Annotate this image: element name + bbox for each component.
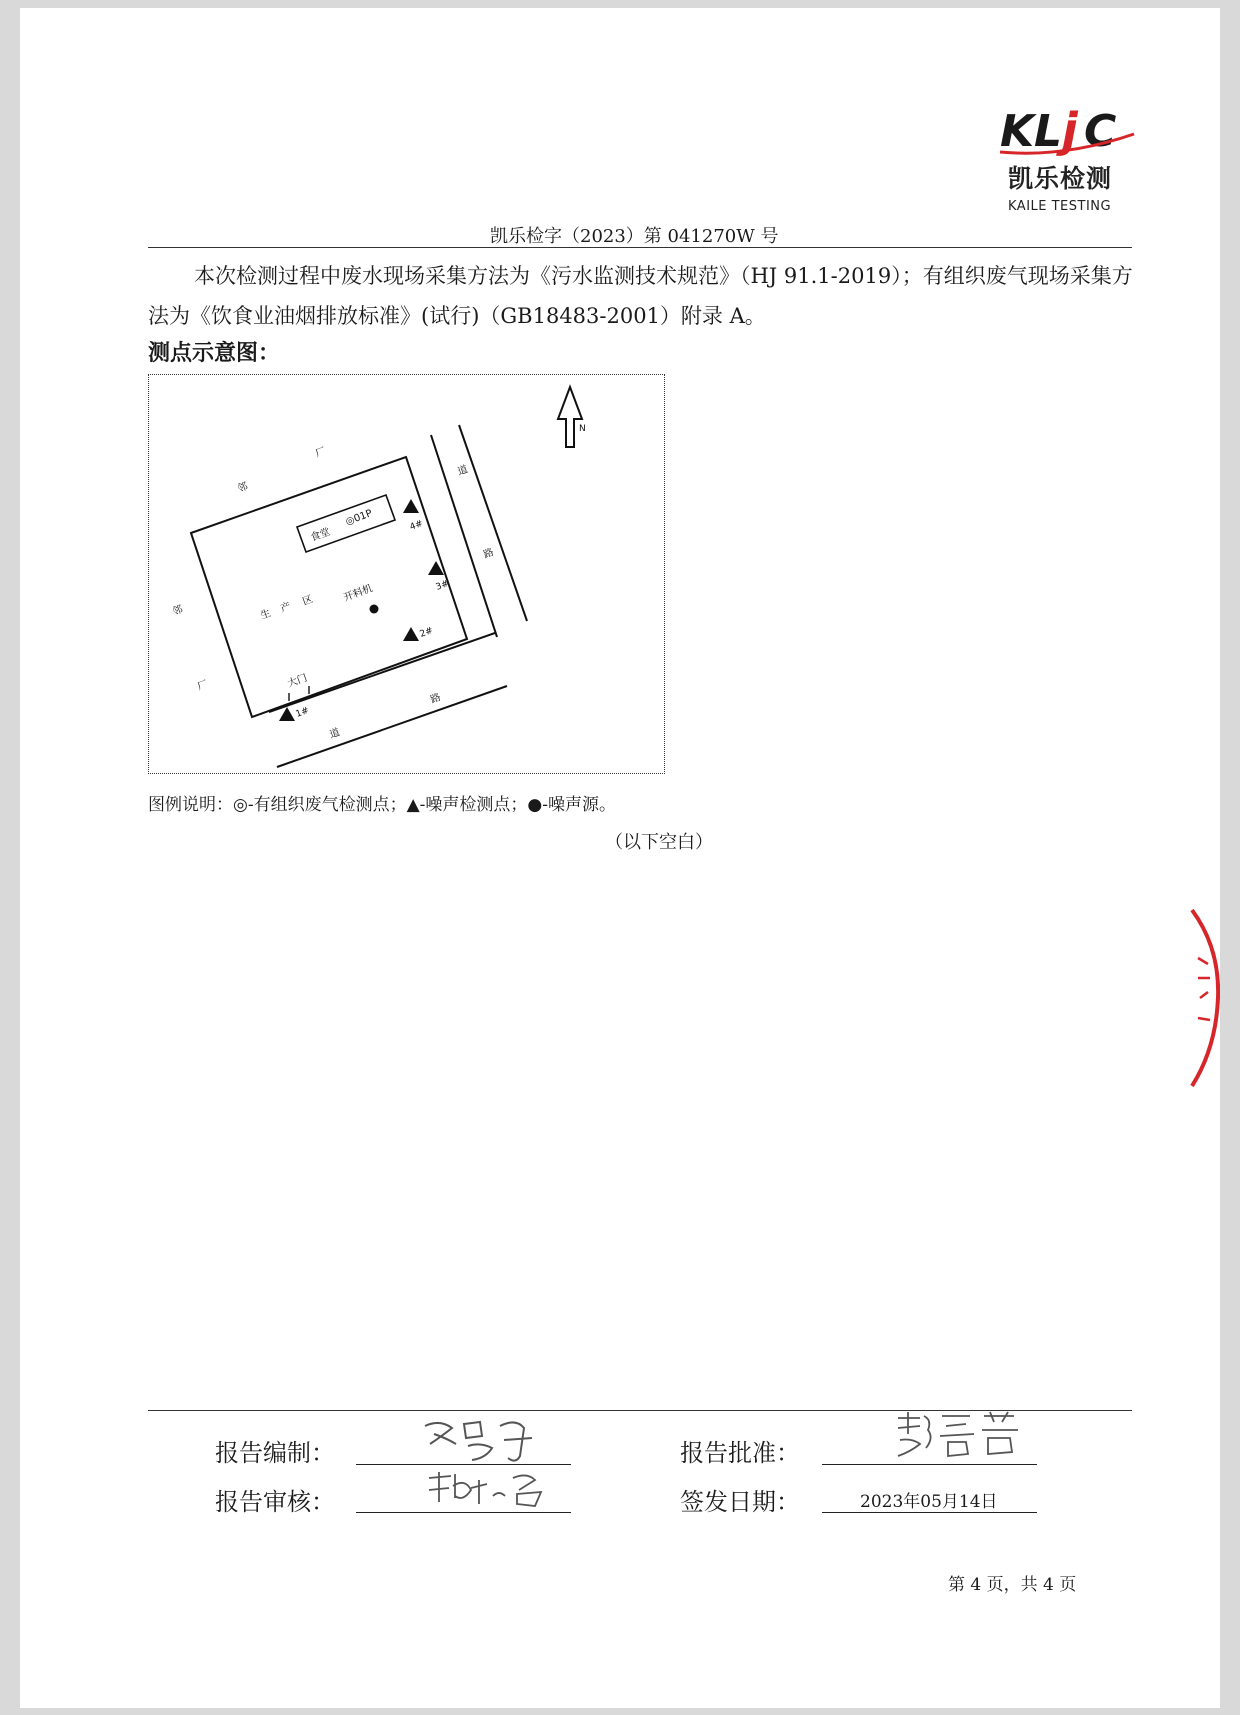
brand-name-zh: 凯乐检测 (1008, 164, 1113, 193)
section-title: 测点示意图： (148, 341, 281, 366)
canteen-label: 食堂 (309, 526, 332, 544)
approved-by-label: 报告批准： (680, 1439, 800, 1467)
compiled-by-label: 报告编制： (215, 1439, 335, 1467)
svg-text:K: K (1000, 106, 1035, 157)
noise-point-1-label: 1# (294, 705, 311, 720)
gate-label: 大门 (286, 672, 309, 690)
klj-logo-mark (994, 104, 1144, 160)
svg-text:C: C (1084, 106, 1117, 157)
exhaust-point-label: ◎01P (344, 508, 374, 528)
diagram-legend: 图例说明：◎-有组织废气检测点；▲-噪声检测点；●-噪声源。 (148, 795, 616, 815)
reviewed-by-signature (425, 1468, 555, 1513)
header-divider (148, 247, 1132, 248)
issue-date-line (822, 1512, 1037, 1513)
noise-point-1-icon (279, 707, 295, 721)
noise-source-label: 开料机 (342, 583, 375, 604)
company-logo (994, 104, 1144, 224)
report-number: 凯乐检字（2023）第 041270W 号 (490, 226, 779, 247)
page-number: 第 4 页，共 4 页 (948, 1575, 1077, 1595)
brand-name-en: KAILE TESTING (1008, 199, 1112, 214)
noise-point-2-icon (403, 627, 419, 641)
approved-by-signature (890, 1408, 1025, 1463)
blank-note: （以下空白） (605, 832, 713, 853)
road-right-line-2 (459, 425, 527, 621)
compiled-by-signature (420, 1414, 550, 1469)
approved-by-line (822, 1464, 1037, 1465)
svg-text:L: L (1034, 106, 1063, 157)
noise-point-4-label: 4# (408, 518, 425, 533)
neighbor-left-char-1: 邻 (171, 604, 185, 618)
reviewed-by-label: 报告审核： (215, 1488, 335, 1516)
issue-date-label: 签发日期： (680, 1488, 800, 1516)
company-seal-icon (1190, 908, 1220, 1088)
road-right-char-2: 路 (482, 547, 496, 561)
production-area-char-1: 生 (259, 608, 273, 622)
road-bottom-char-1: 道 (328, 727, 342, 741)
issue-date-value: 2023年05月14日 (860, 1492, 998, 1512)
production-area-char-2: 产 (279, 601, 293, 615)
noise-point-4-icon (403, 499, 419, 513)
road-right-char-1: 道 (456, 464, 470, 478)
noise-point-2-label: 2# (418, 625, 435, 640)
production-area-char-3: 区 (301, 594, 315, 608)
neighbor-left-char-2: 厂 (196, 679, 210, 693)
north-arrow-icon (558, 387, 582, 447)
road-bottom-char-2: 路 (429, 692, 443, 706)
report-page (20, 8, 1220, 1708)
method-text: 本次检测过程中废水现场采集方法为《污水监测技术规范》（HJ 91.1-2019）；有组织废气现场采集方法为《饮食业油烟排放标准》(试行)（GB18483-2001）附录 A。 (148, 264, 1133, 328)
north-label: N (579, 424, 586, 434)
method-paragraph (148, 256, 1138, 336)
noise-source-dot (370, 605, 379, 614)
sampling-point-diagram (148, 374, 665, 774)
noise-point-3-label: 3# (434, 578, 451, 593)
neighbor-top-char-2: 厂 (314, 446, 328, 460)
svg-text:j: j (1062, 104, 1078, 157)
neighbor-top-char-1: 邻 (236, 481, 250, 495)
factory-outline (191, 457, 467, 717)
